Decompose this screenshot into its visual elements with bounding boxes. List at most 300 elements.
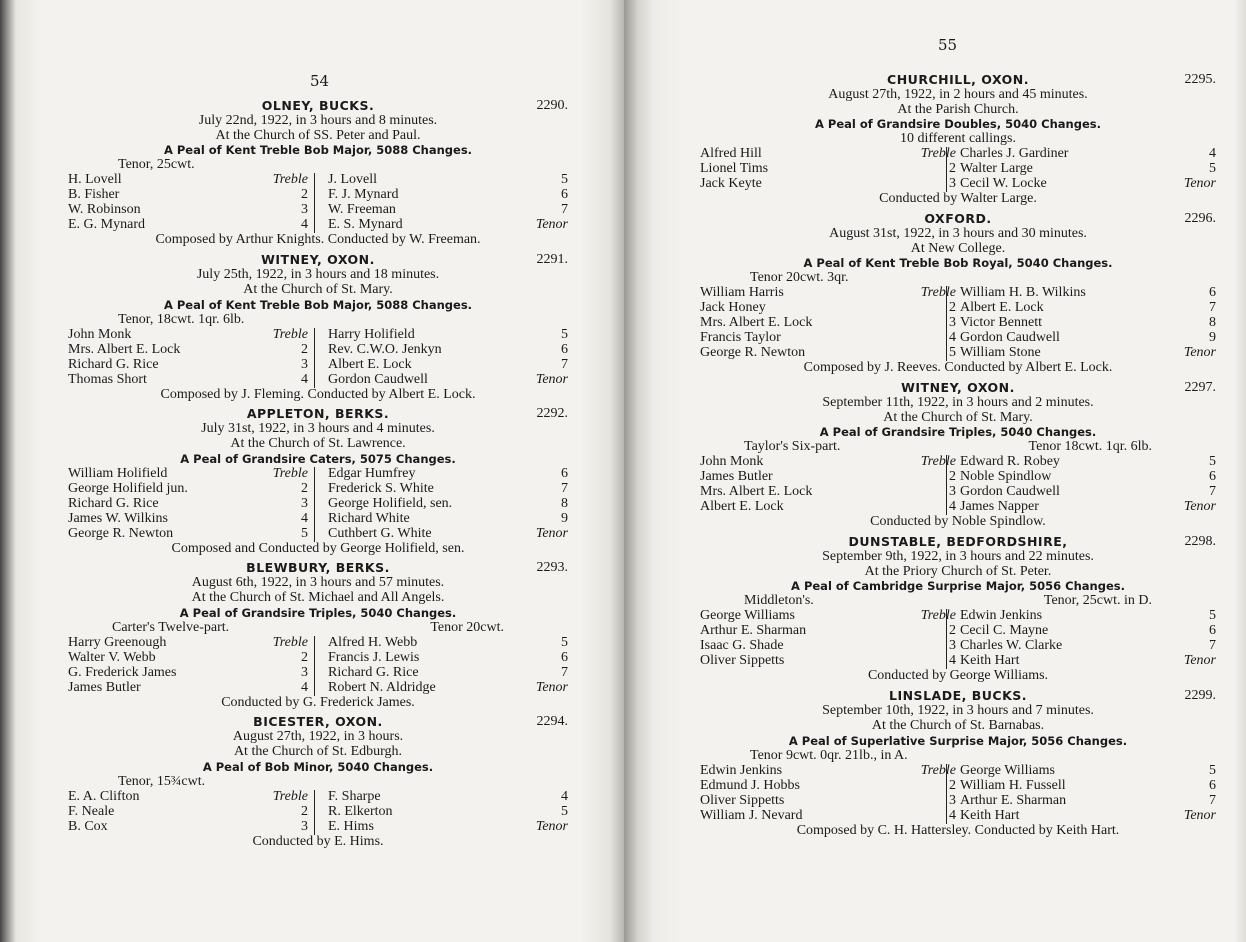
- ringer-row: [68, 651, 568, 666]
- peal-tenor: Tenor, 25cwt.: [118, 157, 195, 173]
- bell-label: Treble: [272, 465, 308, 481]
- ringer-name: William Holifield: [68, 465, 168, 481]
- bell-label: 3: [949, 176, 956, 192]
- page-content: [700, 72, 1216, 842]
- column-divider: [314, 373, 315, 388]
- bell-number: [301, 805, 308, 820]
- bell-label: 2: [949, 161, 956, 177]
- peal-tenor: Tenor 20cwt. 3qr.: [750, 270, 849, 286]
- column-divider: [946, 331, 947, 346]
- bell-number: [301, 482, 308, 497]
- column-divider: [314, 651, 315, 666]
- bell-number: 5: [1209, 161, 1216, 177]
- peal-composer: Composed by J. Fleming.: [160, 386, 305, 402]
- bell-label: Treble: [920, 762, 956, 778]
- peal-place: BICESTER, OXON.: [253, 714, 383, 730]
- bell-label: 2: [949, 777, 956, 793]
- bell-label: 4: [301, 510, 308, 526]
- column-divider: [946, 809, 947, 824]
- bell-number: [301, 527, 308, 542]
- bell-label: 2: [301, 480, 308, 496]
- bell-number: [301, 820, 308, 835]
- bell-label: Treble: [920, 146, 956, 162]
- column-divider: [946, 639, 947, 654]
- ringer-row: [68, 805, 568, 820]
- bell-number: [301, 373, 308, 388]
- bell-label: 3: [301, 202, 308, 218]
- ringer-name: William Stone: [960, 345, 1041, 361]
- ringer-name: William J. Nevard: [700, 807, 803, 823]
- ringer-row: [700, 485, 1216, 500]
- column-divider: [314, 203, 315, 218]
- bell-number: Tenor: [1183, 345, 1216, 361]
- column-divider: [314, 636, 315, 651]
- ringer-name: F. Neale: [68, 803, 115, 819]
- bell-number: 5: [561, 634, 568, 650]
- column-divider: [314, 358, 315, 373]
- peal-record: [700, 211, 1216, 376]
- bell-number: [949, 794, 956, 809]
- ringer-name: Albert E. Lock: [328, 356, 412, 372]
- bell-number: [273, 328, 308, 343]
- bell-number: [949, 316, 956, 331]
- peal-tenor: Tenor, 18cwt. 1qr. 6lb.: [118, 311, 245, 327]
- ringer-row: [68, 467, 568, 482]
- ringer-name: Jack Keyte: [700, 176, 762, 192]
- peal-header: [700, 211, 1216, 227]
- ringer-row: [700, 809, 1216, 824]
- ringer-name: Keith Hart: [960, 653, 1020, 669]
- ringer-name: Mrs. Albert E. Lock: [68, 341, 181, 357]
- peal-date: August 6th, 1922, in 3 hours and 57 minutes.: [191, 575, 445, 591]
- column-divider: [946, 316, 947, 331]
- ringer-name: Arthur E. Sharman: [960, 792, 1067, 808]
- peal-composition: Middleton's.: [744, 593, 814, 609]
- bell-label: Treble: [272, 172, 308, 188]
- peal-number: 2298.: [1184, 534, 1216, 550]
- bell-number: 6: [561, 649, 568, 665]
- ringer-name: B. Fisher: [68, 187, 120, 203]
- column-divider: [314, 805, 315, 820]
- peal-place: APPLETON, BERKS.: [246, 406, 390, 422]
- ringer-name: B. Cox: [68, 818, 108, 834]
- peal-record: [68, 560, 568, 710]
- ringer-name: W. Robinson: [68, 202, 141, 218]
- peal-conductor: Conducted by E. Hims.: [252, 833, 384, 849]
- ringers-table: [700, 147, 1216, 192]
- column-divider: [314, 467, 315, 482]
- bell-number: 5: [1209, 762, 1216, 778]
- bell-label: 5: [949, 345, 956, 361]
- bell-number: [301, 681, 308, 696]
- peal-date: September 9th, 1922, in 3 hours and 22 minutes.: [822, 549, 1094, 565]
- ringer-row: [68, 218, 568, 233]
- peal-record: [700, 72, 1216, 207]
- bell-number: Tenor: [535, 525, 568, 541]
- ringer-row: [700, 286, 1216, 301]
- ringer-name: F. Sharpe: [328, 788, 381, 804]
- ringer-name: Edmund J. Hobbs: [700, 777, 800, 793]
- right-page: [624, 0, 1246, 942]
- peal-header: [68, 714, 568, 730]
- bell-number: [921, 764, 956, 779]
- bell-number: 7: [1209, 300, 1216, 316]
- ringer-name: Mrs. Albert E. Lock: [700, 315, 813, 331]
- column-divider: [314, 218, 315, 233]
- ringer-name: James Butler: [700, 469, 773, 485]
- ringers-table: [68, 328, 568, 388]
- peal-tenor: Tenor 9cwt. 0qr. 21lb., in A.: [750, 747, 908, 763]
- ringer-name: Richard G. Rice: [68, 495, 159, 511]
- bell-number: [949, 809, 956, 824]
- ringer-name: Francis Taylor: [700, 330, 781, 346]
- bell-label: Treble: [920, 608, 956, 624]
- ringer-row: [700, 147, 1216, 162]
- ringer-row: [68, 527, 568, 542]
- ringer-row: [700, 794, 1216, 809]
- bell-label: 3: [949, 638, 956, 654]
- ringer-name: George R. Newton: [700, 345, 806, 361]
- page-content: [68, 98, 568, 854]
- bell-label: 3: [949, 792, 956, 808]
- ringer-row: [68, 343, 568, 358]
- bell-label: 5: [301, 525, 308, 541]
- ringer-row: [700, 162, 1216, 177]
- column-divider: [314, 512, 315, 527]
- bell-number: [949, 162, 956, 177]
- ringer-row: [700, 609, 1216, 624]
- ringer-name: E. A. Clifton: [68, 788, 140, 804]
- peal-header: [700, 534, 1216, 550]
- bell-label: Treble: [920, 454, 956, 470]
- peal-composer: Composed by J. Reeves.: [803, 360, 941, 376]
- bell-number: [949, 624, 956, 639]
- bell-number: [301, 203, 308, 218]
- peal-date: July 22nd, 1922, in 3 hours and 8 minutes.: [198, 113, 438, 128]
- peal-conductor: Conducted by Albert E. Lock.: [307, 386, 476, 402]
- ringers-table: [700, 609, 1216, 669]
- ringer-row: [700, 455, 1216, 470]
- ringers-table: [68, 467, 568, 542]
- bell-number: Tenor: [1183, 807, 1216, 823]
- bell-number: [301, 188, 308, 203]
- peal-tenor: 10 different callings.: [900, 131, 1016, 147]
- ringer-row: [68, 173, 568, 188]
- ringer-row: [68, 203, 568, 218]
- ringer-name: Gordon Caudwell: [960, 330, 1060, 346]
- bell-number: 4: [561, 788, 568, 804]
- ringer-name: James W. Wilkins: [68, 510, 168, 526]
- peal-place: LINSLADE, BUCKS.: [888, 688, 1028, 704]
- peal-number: 2290.: [536, 98, 568, 113]
- ringer-name: William Harris: [700, 285, 784, 301]
- ringer-row: [68, 666, 568, 681]
- peal-church: At the Church of St. Mary.: [883, 409, 1033, 425]
- ringer-name: Robert N. Aldridge: [328, 679, 436, 695]
- column-divider: [946, 455, 947, 470]
- ringer-name: Gordon Caudwell: [328, 371, 428, 387]
- ringer-name: Frederick S. White: [328, 480, 434, 496]
- peal-composer: Composed by Arthur Knights.: [155, 232, 325, 248]
- peal-number: 2292.: [536, 406, 568, 422]
- bell-number: [301, 358, 308, 373]
- ringer-row: [68, 358, 568, 373]
- column-divider: [314, 173, 315, 188]
- ringer-name: Edwin Jenkins: [960, 608, 1043, 624]
- bell-label: 2: [949, 623, 956, 639]
- column-divider: [314, 482, 315, 497]
- ringer-name: George R. Newton: [68, 525, 174, 541]
- column-divider: [314, 188, 315, 203]
- ringer-row: [700, 316, 1216, 331]
- ringer-name: G. Frederick James: [68, 664, 177, 680]
- bell-number: [921, 147, 956, 162]
- column-divider: [946, 286, 947, 301]
- bell-number: [301, 343, 308, 358]
- ringer-row: [700, 624, 1216, 639]
- peal-number: 2296.: [1184, 210, 1216, 226]
- bell-number: [921, 455, 956, 470]
- ringer-name: Cuthbert G. White: [328, 525, 432, 541]
- bell-number: [949, 485, 956, 500]
- bell-label: 4: [301, 371, 308, 387]
- ringer-name: Charles W. Clarke: [960, 638, 1063, 654]
- bell-number: [921, 609, 956, 624]
- peal-credits: [68, 388, 568, 403]
- ringer-name: Edgar Humfrey: [328, 465, 416, 481]
- bell-number: 8: [1209, 315, 1216, 331]
- peal-title: A Peal of Cambridge Surprise Major, 5056 Changes.: [791, 579, 1125, 594]
- bell-number: 7: [561, 202, 568, 218]
- ringer-name: Oliver Sippetts: [700, 653, 785, 669]
- bell-number: [301, 651, 308, 666]
- peal-title: A Peal of Kent Treble Bob Major, 5088 Changes.: [163, 143, 473, 158]
- bell-number: 7: [561, 480, 568, 496]
- peal-composition-line: [68, 621, 568, 636]
- bell-number: Tenor: [1183, 653, 1216, 669]
- ringer-name: Francis J. Lewis: [328, 649, 420, 665]
- peal-number: 2299.: [1184, 688, 1216, 704]
- peal-date: August 27th, 1922, in 3 hours.: [232, 729, 404, 745]
- ringer-row: [700, 346, 1216, 361]
- bell-label: Treble: [920, 285, 956, 301]
- bell-number: [949, 779, 956, 794]
- peal-number: 2294.: [536, 714, 568, 730]
- column-divider: [314, 681, 315, 696]
- ringer-name: Mrs. Albert E. Lock: [700, 484, 813, 500]
- peal-place: CHURCHILL, OXON.: [887, 72, 1029, 87]
- bell-number: 7: [1209, 792, 1216, 808]
- column-divider: [314, 820, 315, 835]
- peal-credits: [700, 361, 1216, 376]
- peal-date: August 27th, 1922, in 2 hours and 45 minutes.: [828, 87, 1088, 102]
- ringer-name: Jack Honey: [700, 300, 766, 316]
- bell-number: [949, 177, 956, 192]
- peal-tenor: Tenor, 15¾cwt.: [118, 773, 206, 789]
- column-divider: [946, 654, 947, 669]
- peal-church: At the Priory Church of St. Peter.: [864, 563, 1052, 579]
- peal-church: At the Church of St. Mary.: [243, 281, 393, 297]
- ringer-row: [68, 512, 568, 527]
- peal-composition-line: [700, 440, 1216, 455]
- ringer-name: Edwin Jenkins: [700, 762, 783, 778]
- peal-title: A Peal of Grandsire Doubles, 5040 Changes.: [815, 117, 1101, 132]
- ringer-row: [700, 177, 1216, 192]
- ringer-name: Edward R. Robey: [960, 454, 1060, 470]
- bell-number: 8: [561, 495, 568, 511]
- bell-number: 5: [561, 803, 568, 819]
- peal-date: September 10th, 1922, in 3 hours and 7 minutes.: [822, 703, 1094, 719]
- ringer-name: Harry Holifield: [328, 326, 415, 342]
- ringer-name: E. Hims: [328, 818, 374, 834]
- ringer-row: [68, 373, 568, 388]
- ringer-name: Walter V. Webb: [68, 649, 156, 665]
- peal-conductor: Conducted by Noble Spindlow.: [870, 514, 1046, 530]
- peal-tenor: Tenor, 25cwt. in D.: [1043, 593, 1152, 609]
- ringer-name: Alfred Hill: [700, 146, 762, 162]
- bell-label: 4: [949, 807, 956, 823]
- ringer-name: Cecil W. Locke: [960, 176, 1047, 192]
- peal-church: At the Church of St. Edburgh.: [233, 744, 403, 760]
- peal-church: At the Church of St. Lawrence.: [230, 435, 406, 451]
- peal-header: [68, 560, 568, 576]
- peal-title: A Peal of Kent Treble Bob Royal, 5040 Changes.: [803, 256, 1113, 271]
- ringer-name: E. G. Mynard: [68, 217, 145, 233]
- ringer-name: Thomas Short: [68, 371, 147, 387]
- bell-label: 2: [301, 803, 308, 819]
- ringer-name: Gordon Caudwell: [960, 484, 1060, 500]
- ringer-name: Lionel Tims: [700, 161, 769, 177]
- peal-record: [700, 688, 1216, 838]
- bell-number: [921, 286, 956, 301]
- bell-label: Treble: [272, 634, 308, 650]
- ringer-row: [700, 639, 1216, 654]
- ringers-table: [68, 173, 568, 233]
- bell-number: [949, 639, 956, 654]
- column-divider: [314, 790, 315, 805]
- bell-number: [273, 636, 308, 651]
- peal-number: 2297.: [1184, 379, 1216, 395]
- ringer-name: Walter Large: [960, 161, 1033, 177]
- peal-number: 2295.: [1184, 72, 1216, 87]
- ringers-table: [700, 455, 1216, 515]
- bell-number: 7: [1209, 484, 1216, 500]
- ringer-name: James Napper: [960, 499, 1039, 515]
- peal-conductor: Conducted by Walter Large.: [879, 191, 1037, 207]
- bell-label: 2: [301, 341, 308, 357]
- peal-record: [700, 380, 1216, 530]
- bell-number: Tenor: [535, 217, 568, 233]
- bell-label: 4: [949, 499, 956, 515]
- ringers-table: [700, 764, 1216, 824]
- bell-label: 2: [949, 469, 956, 485]
- ringer-name: John Monk: [68, 326, 132, 342]
- column-divider: [946, 346, 947, 361]
- peal-conductor: Conducted by Albert E. Lock.: [944, 360, 1113, 376]
- bell-number: 6: [1209, 469, 1216, 485]
- ringer-name: William H. B. Wilkins: [960, 285, 1086, 301]
- ringers-table: [68, 636, 568, 696]
- bell-label: 3: [949, 315, 956, 331]
- peal-place: OXFORD.: [924, 210, 992, 226]
- ringer-row: [68, 482, 568, 497]
- bell-number: [949, 654, 956, 669]
- ringer-name: Rev. C.W.O. Jenkyn: [328, 341, 442, 357]
- peal-church: At the Church of St. Barnabas.: [871, 717, 1045, 733]
- peal-title: A Peal of Superlative Surprise Major, 5056 Changes.: [788, 733, 1128, 748]
- bell-label: 4: [949, 330, 956, 346]
- peal-header: [700, 688, 1216, 704]
- bell-number: 5: [561, 326, 568, 342]
- peal-number: 2293.: [536, 560, 568, 576]
- ringer-name: Harry Greenough: [68, 634, 167, 650]
- bell-label: Treble: [272, 326, 308, 342]
- column-divider: [946, 794, 947, 809]
- peal-number: 2291.: [536, 252, 568, 268]
- bell-label: 3: [949, 484, 956, 500]
- ringer-row: [68, 790, 568, 805]
- peal-date: September 11th, 1922, in 3 hours and 2 minutes.: [822, 394, 1094, 410]
- bell-label: 2: [301, 187, 308, 203]
- ringer-name: Victor Bennett: [960, 315, 1042, 331]
- ringer-row: [68, 188, 568, 203]
- bell-label: 2: [301, 649, 308, 665]
- peal-record: [68, 98, 568, 248]
- ringer-name: Albert E. Lock: [700, 499, 784, 515]
- peal-title: A Peal of Grandsire Triples, 5040 Changes.: [179, 605, 457, 620]
- peal-conductor: Conducted by George Williams.: [867, 668, 1049, 684]
- ringer-name: George Holifield, sen.: [328, 495, 453, 511]
- ringer-name: Noble Spindlow: [960, 469, 1052, 485]
- ringer-name: Alfred H. Webb: [328, 634, 418, 650]
- ringer-name: Arthur E. Sharman: [700, 623, 807, 639]
- peal-composition: Carter's Twelve-part.: [112, 619, 230, 635]
- bell-number: 6: [1209, 285, 1216, 301]
- bell-number: Tenor: [1183, 499, 1216, 515]
- bell-number: 6: [561, 465, 568, 481]
- ringers-table: [700, 286, 1216, 361]
- peal-conductor: Composed and Conducted by George Holifield, sen.: [171, 540, 465, 556]
- bell-number: 6: [1209, 623, 1216, 639]
- bell-number: Tenor: [535, 818, 568, 834]
- ringer-name: William H. Fussell: [960, 777, 1066, 793]
- bell-number: [949, 500, 956, 515]
- peal-header: [68, 98, 568, 114]
- ringer-name: Charles J. Gardiner: [960, 146, 1069, 162]
- bell-number: 4: [1209, 146, 1216, 162]
- bell-label: Treble: [272, 788, 308, 804]
- ringer-row: [68, 681, 568, 696]
- column-divider: [946, 470, 947, 485]
- peal-place: DUNSTABLE, BEDFORDSHIRE,: [848, 534, 1068, 550]
- peal-header: [700, 380, 1216, 396]
- ringers-table: [68, 790, 568, 835]
- ringer-name: Isaac G. Shade: [700, 638, 784, 654]
- peal-date: August 31st, 1922, in 3 hours and 30 minutes.: [829, 225, 1087, 241]
- bell-number: 9: [1209, 330, 1216, 346]
- column-divider: [314, 497, 315, 512]
- bell-number: [273, 467, 308, 482]
- peal-conductor: Conducted by G. Frederick James.: [221, 694, 415, 710]
- peal-place: BLEWBURY, BERKS.: [246, 560, 390, 576]
- column-divider: [946, 147, 947, 162]
- peal-record: [68, 252, 568, 402]
- column-divider: [946, 764, 947, 779]
- ringer-row: [700, 764, 1216, 779]
- peal-conductor: Conducted by W. Freeman.: [327, 232, 481, 248]
- bell-number: 5: [1209, 454, 1216, 470]
- column-divider: [946, 500, 947, 515]
